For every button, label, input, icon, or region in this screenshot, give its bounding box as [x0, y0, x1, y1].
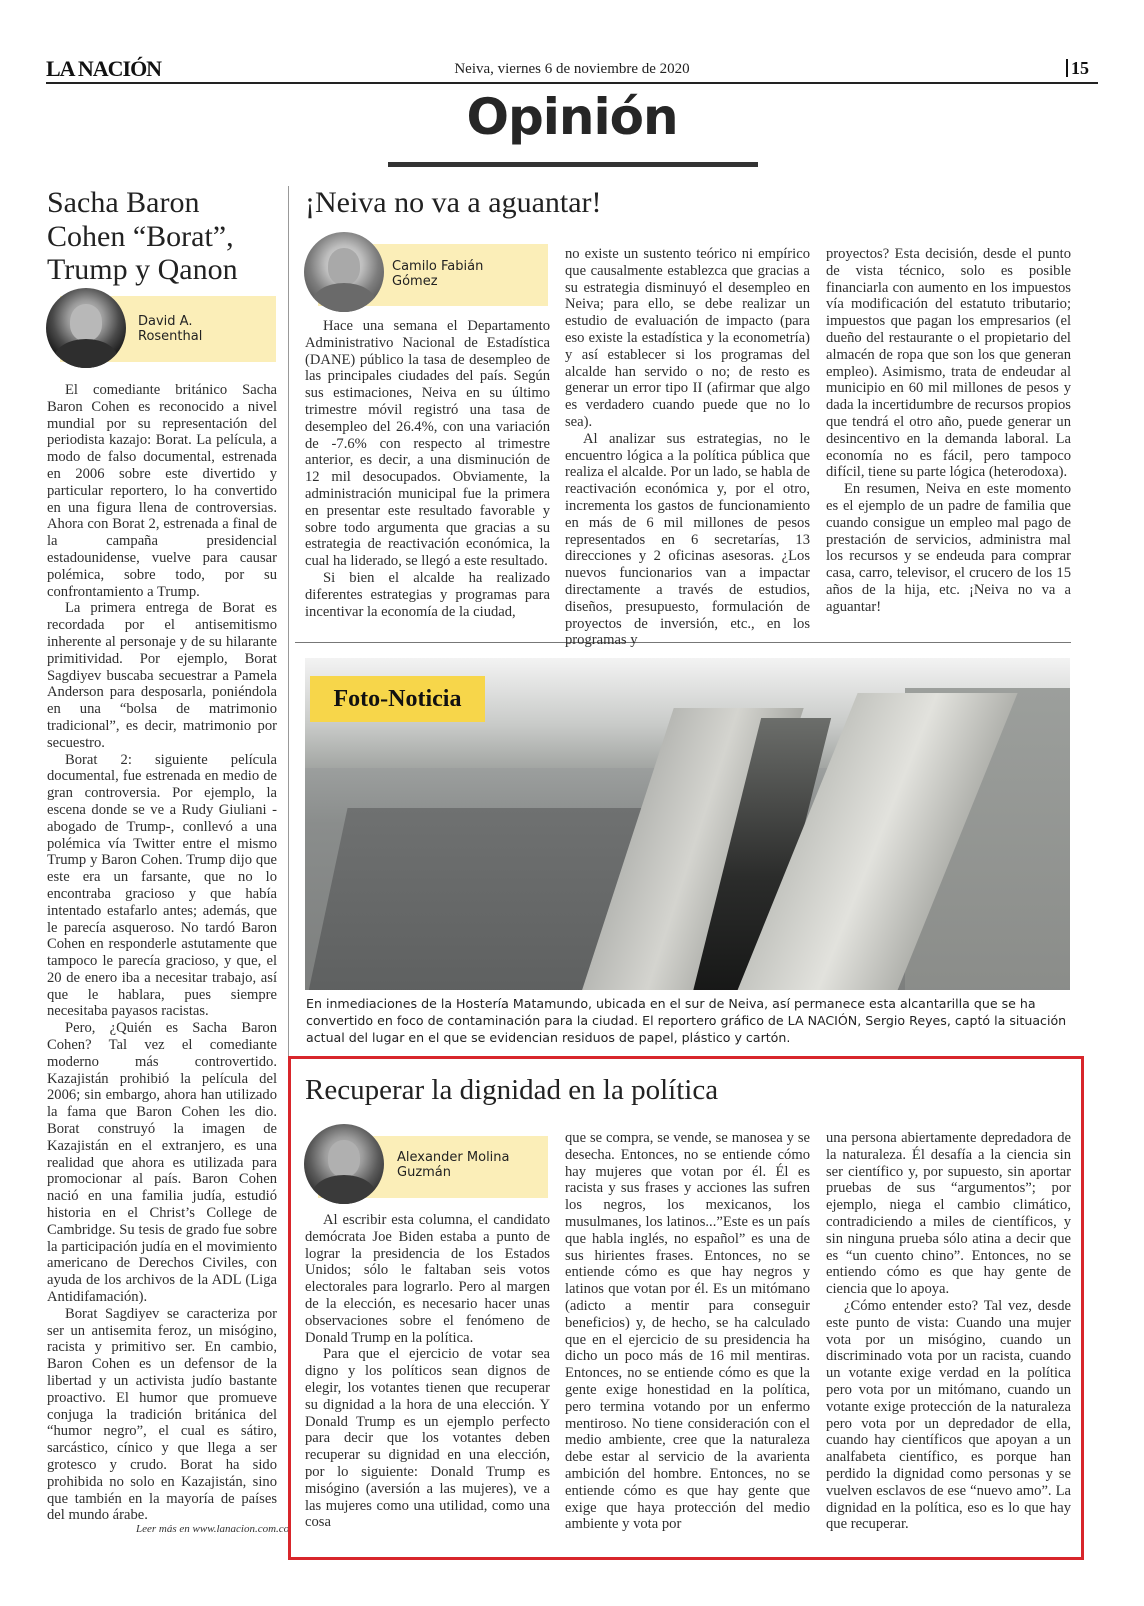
neiva-column-1	[305, 318, 550, 620]
dignidad-headline: Recuperar la dignidad en la política	[305, 1074, 719, 1106]
dignidad-author-name-line1: Alexander Molina	[397, 1150, 510, 1165]
borat-article-body	[47, 382, 277, 1524]
foto-noticia-caption: En inmediaciones de la Hostería Matamundo, ubicada en el sur de Neiva, así permanece esta alcantarilla que se ha convertido en foco de contaminación para la ciudad. El reportero gráfico de LA NACIÓN, Sergio Reyes, captó la situación actual del lugar en el que se evidencian residuos de papel, plástico y cartón.	[306, 996, 1067, 1045]
dignidad-paragraph: ¿Cómo entender esto? Tal vez, desde este punto de vista: Cuando una mujer vota por un misógino, cuando un discriminado vota por un racista, cuando un votante exige verdad en la política pero vota por un mitómano, cuando un votante exige protección de la naturaleza pero vota por un depredador de ella, cuando hay científicos que apoyan a un analfabeta científico, es porque han perdido la dignidad como personas y se vuelven esclavos de ese “nuevo amo”. La dignidad en la política, eso es lo que hay que recuperar.	[826, 1297, 1071, 1533]
dignidad-column-2	[565, 1130, 810, 1533]
neiva-author-avatar	[304, 232, 384, 312]
borat-paragraph: El comediante británico Sacha Baron Cohen es reconocido a nivel mundial por su representación del periodista kazajo: Borat. La película, a modo de falso documental, estrenada en 2006 sobre este divertido y particular reportero, lo ha convertido en una figura llena de controversias. Ahora con Borat 2, estrenada a final de la campaña presidencial estadounidense, vuelve para causar polémica, sobre todo, por su confrontamiento a Trump.	[47, 382, 277, 600]
neiva-column-3	[826, 246, 1071, 616]
neiva-author-name-line2: Gómez	[392, 274, 438, 289]
dignidad-paragraph: Al escribir esta columna, el candidato demócrata Joe Biden estaba a punto de lograr la presidencia de los Estados Unidos; sólo le faltaban seis votos electorales para lograrlo. Pero al margen de la elección, es necesario hacer unas observaciones sobre el fenómeno de Donald Trump en la política.	[305, 1212, 550, 1346]
section-title: Opinión	[466, 88, 678, 146]
dignidad-column-1	[305, 1212, 550, 1531]
neiva-paragraph: Al analizar sus estrategias, no le encuentro lógica a la política pública que realiza el alcalde. Por un lado, se habla de reactivación económica y, por el otro, incrementa los gastos de funcionamiento en más de 6 mil millones de pesos representados en 6 secretarías, 13 direcciones y 2 oficinas asesoras. ¿Los nuevos funcionarios van a impactar directamente a través de estudios, diseños, presupuesto, formulación de proyectos de inversión, etc., en los programas y	[565, 430, 810, 649]
neiva-column-2	[565, 246, 810, 649]
dignidad-paragraph: que se compra, se vende, se manosea y se desecha. Entonces, no se entiende cómo hay mujeres que votan por él. Él es racista y sus frases y acciones las sufren los negros, los mexicanos, los musulmanes, los latinos...”Este es un país que habla inglés, no español” es una de sus hirientes frases. Entonces, no se entiende cómo es que hay negros y latinos que votan por él. Es un mitómano (adicto a mentir para conseguir beneficios) y, de hecho, se ha calculado que en el ejercicio de su presidencia ha dicho un poco más de 16 mil mentiras. Entonces, no se entiende cómo es que la gente exige honestidad en la política, pero termina votando por un enfermo mentiroso. No tiene consideración con el medio ambiente, cree que la naturaleza debe estar al servicio de la avarienta ambición del hombre. Entonces, no se entiende cómo es que hay gente que exige que haya protección del medio ambiente y vota por	[565, 1130, 810, 1533]
borat-author-name-line2: Rosenthal	[138, 329, 203, 344]
neiva-paragraph: En resumen, Neiva en este momento es el ejemplo de un padre de familia que cuando consigue un empleo mal pago de prestación de servicios, administra mal los recursos y se endeuda para comprar casa, carro, televisor, el crucero de los 15 años de la hija, etc. ¡Neiva no va a aguantar!	[826, 481, 1071, 615]
borat-headline: Sacha Baron Cohen “Borat”, Trump y Qanon	[47, 186, 238, 287]
borat-author-name-line1: David A.	[138, 314, 193, 329]
newspaper-logo: LA NACIÓN	[46, 56, 162, 81]
issue-date: Neiva, viernes 6 de noviembre de 2020	[454, 61, 690, 77]
dignidad-column-3	[826, 1130, 1071, 1533]
neiva-paragraph: no existe un sustento teórico ni empírico que causalmente establezca que gracias a su estrategia disminuyó el desempleo en Neiva; para ello, se debe realizar un estudio de evaluación de impacto (para eso existe la estadística y la econometría) y así establecer si los programas del alcalde han servido o no; de resto es generar un error tipo II (afirmar que algo es verdadero cuando puede que no lo sea).	[565, 246, 810, 430]
page-number: 15	[1066, 59, 1089, 77]
neiva-headline: ¡Neiva no va a aguantar!	[305, 186, 602, 219]
dignidad-author-avatar	[304, 1124, 384, 1204]
foto-noticia-label: Foto-Noticia	[310, 676, 485, 722]
masthead-divider	[46, 82, 1098, 84]
borat-author-avatar	[46, 288, 126, 368]
dignidad-paragraph: Para que el ejercicio de votar sea digno y los políticos sean dignos de elegir, los votantes tienen que recuperar su dignidad a la hora de una elección. Y Donald Trump es un ejemplo perfecto para decir que los votantes deben recuperar su dignidad en una elección, por lo siguiente: Donald Trump es misógino (aversión a las mujeres), ve a las mujeres como una utilidad, como una cosa	[305, 1346, 550, 1531]
neiva-paragraph: proyectos? Esta decisión, desde el punto de vista técnico, solo es posible financiarla con aumento en los impuestos vía modificación del estatuto tributario; impuestos que pagan los empresarios (el dueño del restaurante o el propietario del almacén de ropa que son los que generan empleo). Asimismo, trata de endeudar al municipio en 60 mil millones de pesos y dada la incertidumbre de recursos propios que tendrá el otro año, puede generar un desincentivo en la demanda laboral. La economía no es fácil, pero tampoco difícil, tiene su parte lógica (heterodoxa).	[826, 246, 1071, 481]
neiva-paragraph: Si bien el alcalde ha realizado diferentes estrategias y programas para incentivar la economía de la ciudad,	[305, 569, 550, 620]
neiva-author-name-line1: Camilo Fabián	[392, 259, 484, 274]
borat-paragraph: Borat Sagdiyev se caracteriza por ser un antisemita feroz, un misógino, racista y primitivo ser. En cambio, Baron Cohen es un defensor de la libertad y un activista judío bastante proactivo. El humor que promueve conjuga la tradición británica del “humor negro”, el cual es sátiro, sarcástico, cínico y que llega a ser grotesco y crudo. Borat ha sido prohibida no solo en Kazajistán, sino que también en la mayoría de países del mundo árabe.	[47, 1305, 277, 1524]
borat-paragraph: Borat 2: siguiente película documental, fue estrenada en medio de gran controversia. Por ejemplo, la escena donde se ve a Rudy Giuliani -abogado de Trump-, conllevó a una polémica vía Twitter entre el mismo Trump y Baron Cohen. Trump dijo que este era un farsante, que no lo encontraba gracioso y que había intentado estafarlo antes; además, que le parecía asqueroso. No tardó Baron Cohen en responderle astutamente que tampoco le parecía gracioso, y que, el 20 de enero iba a necesitar trabajo, así que le hablara, pues siempre necesitaba payasos racistas.	[47, 751, 277, 1020]
borat-paragraph: La primera entrega de Borat es recordada por el antisemitismo inherente al personaje y de su hilarante primitividad. Por ejemplo, Borat Sagdiyev buscaba secuestrar a Pamela Anderson para desposarla, poniéndola en una “bolsa de matrimonio tradicional”, es decir, matrimonio por secuestro.	[47, 600, 277, 751]
read-more-link[interactable]: Leer más en www.lanacion.com.co	[136, 1523, 290, 1535]
neiva-paragraph: Hace una semana el Departamento Administrativo Nacional de Estadística (DANE) público la tasa de desempleo de las principales ciudades del país. Según sus estimaciones, Neiva en su último trimestre móvil registró una tasa de desempleo del 26.4%, con una variación de -7.6% con respecto al trimestre anterior, es decir, a una disminución de 12 mil desocupados. Obviamente, la administración municipal fue la primera en presentar este resultado favorable y sobre todo argumenta que gracias a su estrategia de reactivación económica, la cual ha liderado, se llegó a este resultado.	[305, 318, 550, 570]
borat-paragraph: Pero, ¿Quién es Sacha Baron Cohen? Tal vez el comediante moderno más controvertido. Kazajistán prohibió la película del 2006; sin embargo, ahora han utilizado la fama que Baron Cohen les dio. Borat construyó la imagen de Kazajistán en el extranjero, es una realidad que ahora es utilizada para promocionar al país. Baron Cohen nació en una familia judía, estudió historia en el Christ’s College de Cambridge. Su tesis de grado fue sobre la participación judía en el movimiento americano de Derechos Civiles, con ayuda de los archivos de la ADL (Liga Antidifamación).	[47, 1020, 277, 1306]
section-underline	[388, 162, 758, 167]
dignidad-paragraph: una persona abiertamente depredadora de la naturaleza. Él desafía a la ciencia sin ser científico y, por supuesto, sin aportar pruebas de sus “argumentos”; por ejemplo, niega el cambio climático, contradiciendo a miles de científicos, y sin ninguna prueba sólo atina a decir que es “un cuento chino”. Entonces, no se entiendo cómo es que hay gente de ciencia que lo apoya.	[826, 1130, 1071, 1298]
dignidad-author-name-line2: Guzmán	[397, 1165, 452, 1180]
